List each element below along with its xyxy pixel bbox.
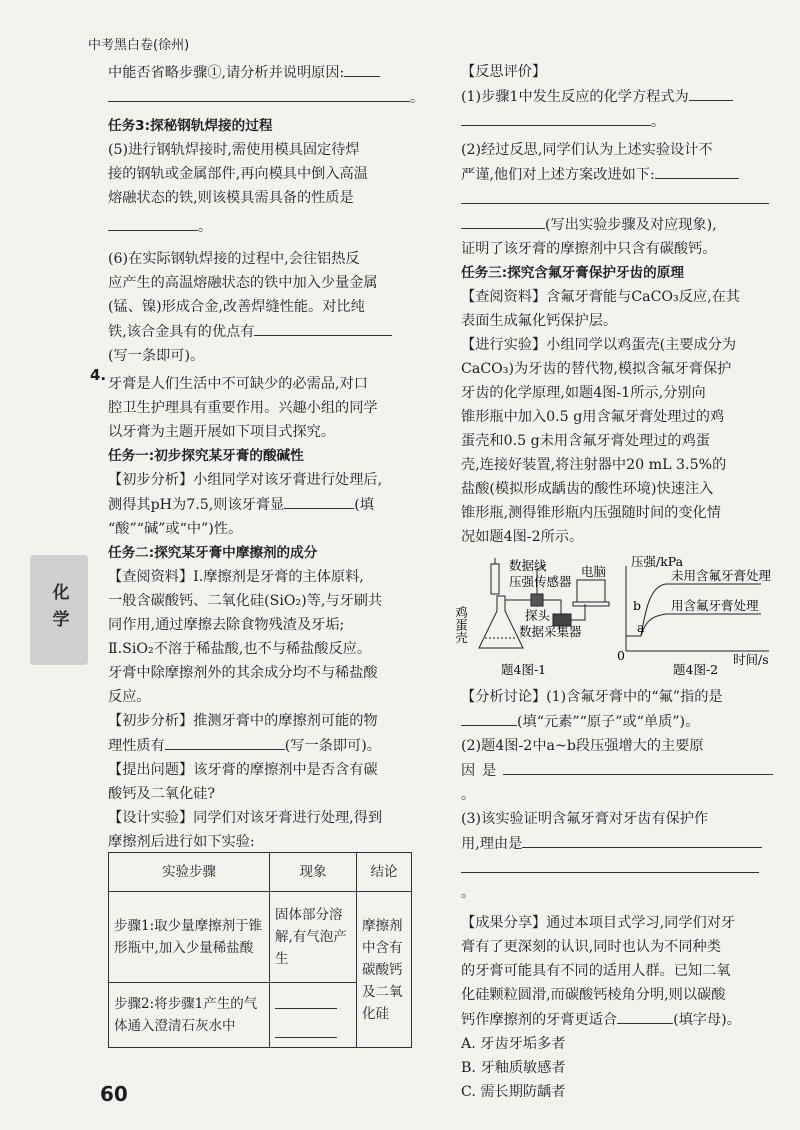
table-header-row <box>109 853 412 892</box>
computer-icon <box>577 580 605 602</box>
text-line: 【分析讨论】(1)含氟牙膏中的“氟”指的是 <box>461 689 723 705</box>
text-line: 锥形瓶中加入0.5 g用含氟牙膏处理过的鸡 <box>461 409 725 425</box>
text-line: 证明了该牙膏的摩擦剂中只含有碳酸钙。 <box>461 241 717 257</box>
text-line: 壳,连接好装置,将注射器中20 mL 3.5%的 <box>461 457 727 473</box>
table-cell: 摩擦剂中含有碳酸钙及二氧化硅 <box>357 892 412 1048</box>
caption-fig2: 题4图-2 <box>673 662 719 677</box>
text-line: (2)经过反思,同学们认为上述实验设计不 <box>461 142 713 158</box>
text-line: (写一条即可)。 <box>284 738 381 754</box>
text-line: 锥形瓶,测得锥形瓶内压强随时间的变化情 <box>461 505 721 521</box>
label-sensor: 压强传感器 <box>509 574 572 589</box>
caption-fig1: 题4图-1 <box>501 662 547 677</box>
answer-blank[interactable] <box>108 214 198 231</box>
left-column <box>108 60 430 854</box>
text-line: (2)题4图-2中a~b段压强增大的主要原 <box>461 738 704 754</box>
text-line: 牙膏中除摩擦剂外的其余成分均不与稀盐酸 <box>108 665 378 681</box>
text-line: (锰、镍)形成合金,改善焊缝性能。对比纯 <box>108 299 365 315</box>
table-header: 结论 <box>357 853 412 892</box>
text-line: 表面生成氟化钙保护层。 <box>461 313 618 329</box>
y-axis-label: 压强/kPa <box>631 554 684 569</box>
table-cell: 固体部分溶解,有气泡产生 <box>270 892 357 983</box>
text-line: 摩擦剂后进行如下实验: <box>108 834 255 850</box>
answer-blank[interactable] <box>617 1007 673 1024</box>
point-b-label: b <box>633 598 642 613</box>
text-line: (6)在实际钢轨焊接的过程中,会往铝热反 <box>108 251 360 267</box>
answer-blank[interactable] <box>344 60 380 77</box>
text-line: 【初步分析】推测牙膏中的摩擦剂可能的物 <box>108 713 378 729</box>
answer-blank[interactable] <box>689 84 733 101</box>
table-header: 现象 <box>270 853 357 892</box>
text-line: 膏有了更深刻的认识,同时也认为不同种类 <box>461 939 721 955</box>
text-line: 牙膏是人们生活中不可缺少的必需品,对口 <box>108 376 368 392</box>
text-line: 熔融状态的铁,则该模具需具备的性质是 <box>108 190 354 206</box>
origin-label: 0 <box>617 648 625 663</box>
experiment-table <box>108 852 412 1048</box>
text-line: (填字母)。 <box>673 1012 741 1028</box>
text-line: 腔卫生护理具有重要作用。兴趣小组的同学 <box>108 400 378 416</box>
figure-apparatus <box>453 554 773 681</box>
text-line: 应产生的高温熔融状态的铁中加入少量金属 <box>108 275 378 291</box>
text-line: 。 <box>410 90 425 106</box>
text-line: 因是 <box>461 763 503 779</box>
answer-blank[interactable] <box>254 319 392 336</box>
text-line: 的牙膏可能具有不同的适用人群。已知二氧 <box>461 963 731 979</box>
answer-blank[interactable] <box>461 212 545 229</box>
option-c[interactable]: C. 需长期防龋者 <box>461 1084 566 1100</box>
text-line: (写出实验步骤及对应现象), <box>545 217 717 233</box>
answer-blank[interactable] <box>503 758 773 775</box>
text-line: (填 <box>354 497 374 513</box>
label-probe: 探头 <box>525 608 551 623</box>
text-line: CaCO₃)为牙齿的替代物,模拟含氟牙膏保护 <box>461 361 732 377</box>
text-line: 【查阅资料】Ⅰ.摩擦剂是牙膏的主体原料, <box>108 569 364 585</box>
text-line: 以牙膏为主题开展如下项目式探究。 <box>108 424 336 440</box>
answer-blank[interactable] <box>461 709 517 726</box>
table-cell: 步骤2:将步骤1产生的气体通入澄清石灰水中 <box>109 983 270 1048</box>
text-line: 测得其pH为7.5,则该牙膏显 <box>108 497 285 513</box>
text-line: 【反思评价】 <box>461 64 547 80</box>
text-line: 理性质有 <box>108 738 165 754</box>
curve-label-bottom: 用含氟牙膏处理 <box>671 598 759 613</box>
text-line: 【查阅资料】含氟牙膏能与CaCO₃反应,在其 <box>461 289 740 305</box>
label-computer: 电脑 <box>581 564 607 579</box>
text-line: 中能否省略步骤①,请分析并说明原因: <box>108 65 345 81</box>
point-a-label: a <box>637 620 645 635</box>
text-line: 酸钙及二氧化硅? <box>108 786 215 802</box>
flask-icon <box>479 596 523 648</box>
text-line: 一般含碳酸钙、二氧化硅(SiO₂)等,与牙刷共 <box>108 593 383 609</box>
answer-blank[interactable] <box>284 492 354 509</box>
text-line: 接的钢轨或金属部件,再向模具中倒入高温 <box>108 166 368 182</box>
answer-blank[interactable] <box>108 85 410 102</box>
x-axis-label: 时间/s <box>733 652 769 667</box>
answer-blank[interactable] <box>655 162 739 179</box>
answer-blank[interactable] <box>275 992 337 1009</box>
table-cell: 步骤1:取少量摩擦剂于锥形瓶中,加入少量稀盐酸 <box>109 892 270 983</box>
text-line: 【成果分享】通过本项目式学习,同学们对牙 <box>461 915 736 931</box>
section-title: 任务二:探究某牙膏中摩擦剂的成分 <box>108 545 318 561</box>
answer-blank[interactable] <box>275 1021 337 1038</box>
text-line: 同作用,通过摩擦去除食物残渣及牙垢; <box>108 617 345 633</box>
text-line: (写一条即可)。 <box>108 348 205 364</box>
table-row <box>109 892 412 983</box>
text-line: 盐酸(模拟形成龋齿的酸性环境)快速注入 <box>461 481 714 497</box>
computer-base <box>573 602 609 606</box>
section-title: 任务一:初步探究某牙膏的酸碱性 <box>108 448 304 464</box>
text-line: (1)步骤1中发生反应的化学方程式为 <box>461 89 689 105</box>
question-number: 4. <box>90 366 107 384</box>
answer-blank[interactable] <box>461 109 651 126</box>
table-header: 实验步骤 <box>109 853 270 892</box>
text-line: 【设计实验】同学们对该牙膏进行处理,得到 <box>108 810 383 826</box>
text-line: 严谨,他们对上述方案改进如下: <box>461 167 655 183</box>
label-data-line: 数据线 <box>509 558 547 573</box>
label-collector: 数据采集器 <box>519 624 582 639</box>
syringe-icon <box>491 564 499 594</box>
option-a[interactable]: A. 牙齿牙垢多者 <box>461 1036 566 1052</box>
table-cell <box>270 983 357 1048</box>
text-line: 。 <box>461 885 476 901</box>
text-line: 。 <box>651 114 666 130</box>
answer-blank[interactable] <box>461 187 769 204</box>
curve-label-top: 未用含氟牙膏处理 <box>671 568 772 583</box>
text-line: 。 <box>461 787 476 803</box>
page-header: 中考黑白卷(徐州) <box>88 38 190 53</box>
text-line: 反应。 <box>108 689 151 705</box>
label-eggshell: 鸡蛋壳 <box>453 606 469 644</box>
curve-treated <box>626 614 761 636</box>
text-line: 【初步分析】小组同学对该牙膏进行处理后, <box>108 472 383 488</box>
answer-blank[interactable] <box>522 831 762 848</box>
text-line: “酸”“碱”或“中”)性。 <box>108 521 243 537</box>
text-line: 蛋壳和0.5 g未用含氟牙膏处理过的鸡蛋 <box>461 433 710 449</box>
text-line: 【提出问题】该牙膏的摩擦剂中是否含有碳 <box>108 762 378 778</box>
text-line: Ⅱ.SiO₂不溶于稀盐酸,也不与稀盐酸反应。 <box>108 641 372 657</box>
sensor-icon <box>531 594 543 606</box>
subject-tab: 化学 <box>30 555 88 665</box>
text-line: 牙齿的化学原理,如题4图-1所示,分别向 <box>461 385 706 401</box>
text-line: (5)进行钢轨焊接时,需使用模具固定待焊 <box>108 142 360 158</box>
text-line: (填“元素”“原子”或“单质”)。 <box>517 714 700 730</box>
text-line: 铁,该合金具有的优点有 <box>108 324 255 340</box>
answer-blank[interactable] <box>461 856 759 873</box>
text-line: 【进行实验】小组同学以鸡蛋壳(主要成分为 <box>461 337 737 353</box>
page-number: 60 <box>100 1082 128 1106</box>
text-line: 化硅颗粒圆滑,而碳酸钙棱角分明,则以碳酸 <box>461 987 726 1003</box>
text-line: 况如题4图-2所示。 <box>461 529 584 545</box>
text-line: 钙作摩擦剂的牙膏更适合 <box>461 1012 618 1028</box>
section-title: 任务3:探秘钢轨焊接的过程 <box>108 118 273 134</box>
text-line: (3)该实验证明含氟牙膏对牙齿有保护作 <box>461 811 709 827</box>
text-line: 用,理由是 <box>461 836 523 852</box>
answer-blank[interactable] <box>165 733 285 750</box>
option-b[interactable]: B. 牙釉质敏感者 <box>461 1060 566 1076</box>
section-title: 任务三:探究含氟牙膏保护牙齿的原理 <box>461 265 684 281</box>
text-line: 。 <box>198 219 213 235</box>
